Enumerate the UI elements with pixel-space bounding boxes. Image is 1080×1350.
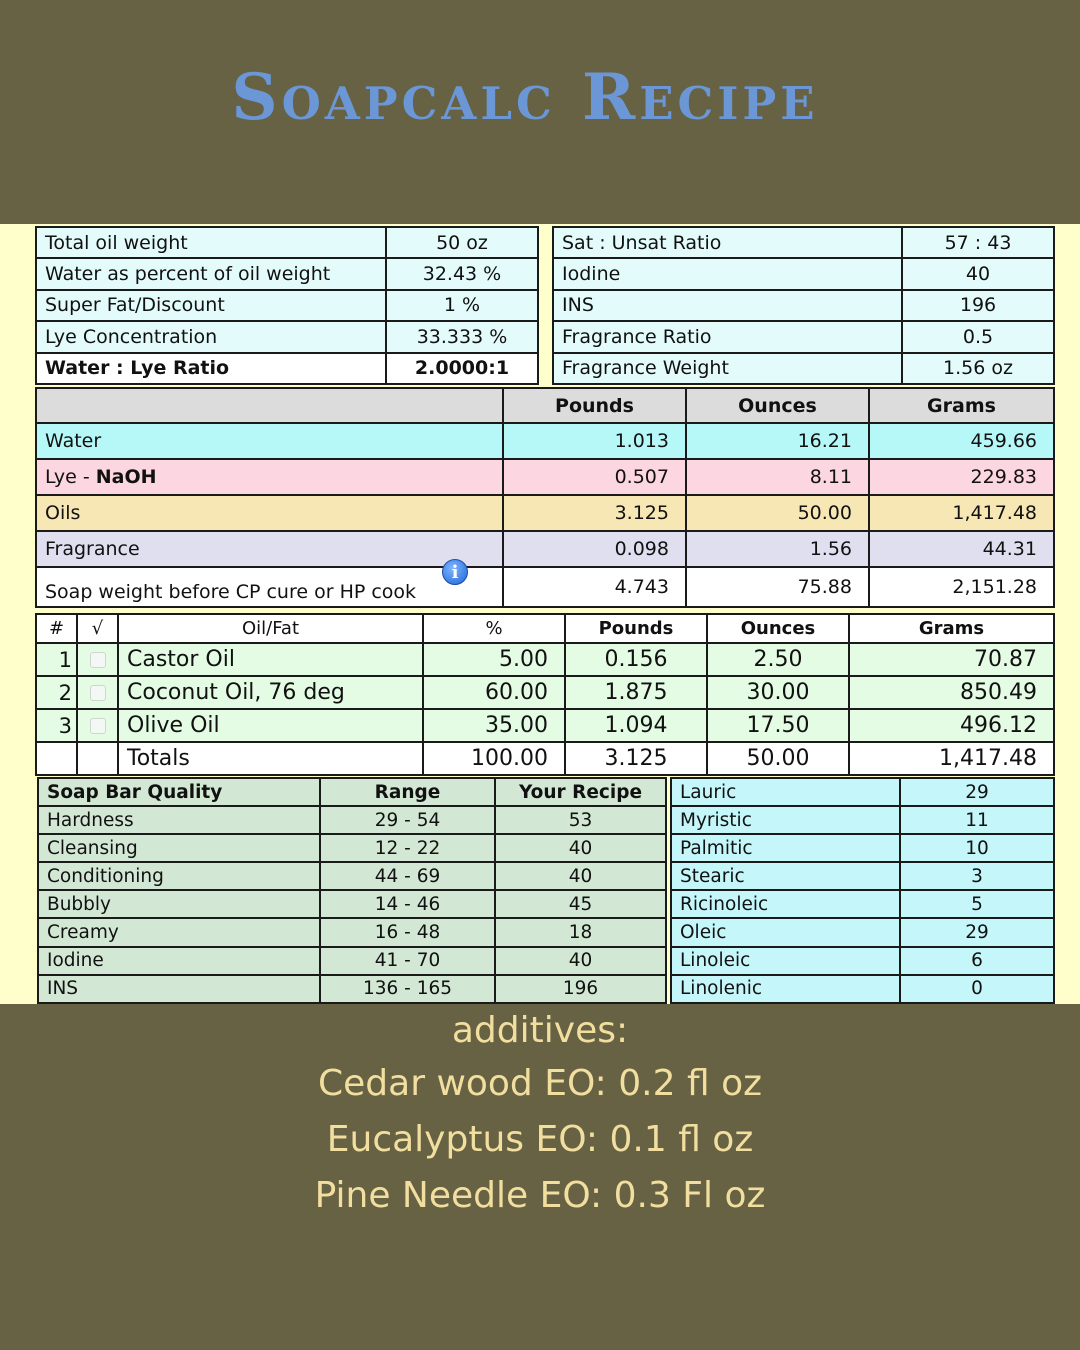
additive-item: Eucalyptus EO: 0.1 fl oz xyxy=(326,1119,754,1160)
batch-row-fragrance xyxy=(36,531,1054,567)
lye-label-prefix: Lye - xyxy=(45,466,96,488)
quality-name: Hardness xyxy=(38,806,320,834)
oil-name: Castor Oil xyxy=(118,643,423,676)
totals-pounds: 3.125 xyxy=(565,742,707,775)
oil-ounces: 30.00 xyxy=(707,676,849,709)
quality-header-range: Range xyxy=(320,778,495,806)
quality-header-name: Soap Bar Quality xyxy=(38,778,320,806)
oil-grams: 496.12 xyxy=(849,709,1054,742)
batch-pounds: 0.507 xyxy=(503,459,686,495)
oil-pounds: 1.875 xyxy=(565,676,707,709)
fatty-acid-name: Palmitic xyxy=(671,834,900,862)
batch-ounces: 1.56 xyxy=(686,531,869,567)
summary-value: 33.333 % xyxy=(386,321,538,352)
summary-label: Sat : Unsat Ratio xyxy=(553,227,902,258)
batch-pounds: 3.125 xyxy=(503,495,686,531)
totals-ounces: 50.00 xyxy=(707,742,849,775)
summary-value: 196 xyxy=(902,290,1054,321)
fatty-acids-table xyxy=(670,777,1055,1004)
batch-row-oils xyxy=(36,495,1054,531)
quality-row xyxy=(38,834,666,862)
summary-value: 1.56 oz xyxy=(902,353,1054,384)
quality-name: Cleansing xyxy=(38,834,320,862)
summary-row xyxy=(553,290,1054,321)
batch-pounds: 0.098 xyxy=(503,531,686,567)
quality-name: Creamy xyxy=(38,918,320,946)
batch-table xyxy=(35,387,1055,608)
fatty-acid-value: 29 xyxy=(900,918,1054,946)
summary-value: 0.5 xyxy=(902,321,1054,352)
totals-pct: 100.00 xyxy=(423,742,565,775)
summary-label: Fragrance Ratio xyxy=(553,321,902,352)
oils-header-ounces: Ounces xyxy=(707,614,849,643)
fatty-acid-value: 5 xyxy=(900,890,1054,918)
batch-label: Water xyxy=(36,423,503,459)
batch-grams: 459.66 xyxy=(869,423,1054,459)
batch-label xyxy=(36,459,503,495)
quality-range: 14 - 46 xyxy=(320,890,495,918)
quality-range: 136 - 165 xyxy=(320,975,495,1003)
oil-pounds: 0.156 xyxy=(565,643,707,676)
oil-num: 1 xyxy=(36,643,77,676)
oil-num: 2 xyxy=(36,676,77,709)
totals-grams: 1,417.48 xyxy=(849,742,1054,775)
summary-row xyxy=(553,258,1054,289)
summary-value: 2.0000:1 xyxy=(386,353,538,384)
quality-range: 29 - 54 xyxy=(320,806,495,834)
batch-header-blank xyxy=(36,388,503,423)
quality-recipe: 45 xyxy=(495,890,666,918)
quality-row xyxy=(38,890,666,918)
oils-header-pct: % xyxy=(423,614,565,643)
fatty-acid-row xyxy=(671,890,1054,918)
batch-ounces: 16.21 xyxy=(686,423,869,459)
batch-label xyxy=(36,562,503,607)
batch-grams: 1,417.48 xyxy=(869,495,1054,531)
quality-recipe: 196 xyxy=(495,975,666,1003)
oils-header-row xyxy=(36,614,1054,643)
summary-label: Total oil weight xyxy=(36,227,386,258)
summary-label: Super Fat/Discount xyxy=(36,290,386,321)
summary-row xyxy=(36,258,538,289)
summary-label: Lye Concentration xyxy=(36,321,386,352)
oil-grams: 850.49 xyxy=(849,676,1054,709)
batch-label: Fragrance xyxy=(36,531,503,567)
summary-value: 1 % xyxy=(386,290,538,321)
oils-table xyxy=(35,613,1055,776)
batch-row-lye xyxy=(36,459,1054,495)
quality-row xyxy=(38,947,666,975)
summary-label: Water as percent of oil weight xyxy=(36,258,386,289)
additives-section xyxy=(0,1004,1080,1224)
oil-name: Coconut Oil, 76 deg xyxy=(118,676,423,709)
fatty-acid-row xyxy=(671,778,1054,806)
batch-row-water xyxy=(36,423,1054,459)
summary-label: Fragrance Weight xyxy=(553,353,902,384)
summary-row xyxy=(36,353,538,384)
batch-row-soap-weight xyxy=(36,567,1054,607)
oil-row xyxy=(36,676,1054,709)
summary-row xyxy=(36,227,538,258)
fatty-acid-value: 11 xyxy=(900,806,1054,834)
oil-pounds: 1.094 xyxy=(565,709,707,742)
oils-header-name: Oil/Fat xyxy=(118,614,423,643)
oil-check-cell xyxy=(77,643,118,676)
quality-header-recipe: Your Recipe xyxy=(495,778,666,806)
summary-label: INS xyxy=(553,290,902,321)
summary-row xyxy=(36,290,538,321)
soap-weight-label: Soap weight before CP cure or HP cook xyxy=(45,581,417,603)
summary-row xyxy=(553,227,1054,258)
oils-header-check: √ xyxy=(77,614,118,643)
summary-row xyxy=(553,353,1054,384)
fatty-acid-row xyxy=(671,834,1054,862)
fatty-acid-value: 3 xyxy=(900,862,1054,890)
batch-header-pounds: Pounds xyxy=(503,388,686,423)
oil-pct: 35.00 xyxy=(423,709,565,742)
quality-name: Bubbly xyxy=(38,890,320,918)
fatty-acid-name: Stearic xyxy=(671,862,900,890)
fatty-acid-value: 29 xyxy=(900,778,1054,806)
oils-totals-row xyxy=(36,742,1054,775)
quality-row xyxy=(38,806,666,834)
batch-grams: 44.31 xyxy=(869,531,1054,567)
quality-range: 12 - 22 xyxy=(320,834,495,862)
oil-checkbox[interactable] xyxy=(90,652,106,668)
quality-recipe: 40 xyxy=(495,947,666,975)
batch-header-ounces: Ounces xyxy=(686,388,869,423)
quality-row xyxy=(38,862,666,890)
fatty-acid-name: Linoleic xyxy=(671,947,900,975)
totals-blank xyxy=(36,742,77,775)
oils-header-num: # xyxy=(36,614,77,643)
quality-recipe: 40 xyxy=(495,834,666,862)
fatty-acid-value: 10 xyxy=(900,834,1054,862)
quality-row xyxy=(38,918,666,946)
oil-num: 3 xyxy=(36,709,77,742)
oil-check-cell xyxy=(77,676,118,709)
fatty-acid-name: Ricinoleic xyxy=(671,890,900,918)
batch-ounces: 75.88 xyxy=(686,567,869,607)
summary-value: 57 : 43 xyxy=(902,227,1054,258)
summary-label: Water : Lye Ratio xyxy=(36,353,386,384)
batch-grams: 229.83 xyxy=(869,459,1054,495)
soapcalc-panel xyxy=(0,224,1080,1004)
oil-ounces: 17.50 xyxy=(707,709,849,742)
fatty-acid-name: Myristic xyxy=(671,806,900,834)
summary-row xyxy=(36,321,538,352)
additive-item: Pine Needle EO: 0.3 Fl oz xyxy=(314,1175,766,1216)
quality-row xyxy=(38,975,666,1003)
quality-name: INS xyxy=(38,975,320,1003)
oil-row xyxy=(36,709,1054,742)
batch-ounces: 50.00 xyxy=(686,495,869,531)
fatty-acid-row xyxy=(671,806,1054,834)
summary-label: Iodine xyxy=(553,258,902,289)
oil-check-cell xyxy=(77,709,118,742)
summary-right-table xyxy=(552,226,1055,385)
fatty-acid-row xyxy=(671,862,1054,890)
fatty-acid-row xyxy=(671,918,1054,946)
quality-recipe: 53 xyxy=(495,806,666,834)
summary-row xyxy=(553,321,1054,352)
batch-header-row xyxy=(36,388,1054,423)
oil-ounces: 2.50 xyxy=(707,643,849,676)
lye-label-naoh: NaOH xyxy=(95,466,157,488)
soap-quality-table xyxy=(37,777,667,1004)
fatty-acid-value: 0 xyxy=(900,975,1054,1003)
oil-grams: 70.87 xyxy=(849,643,1054,676)
quality-range: 41 - 70 xyxy=(320,947,495,975)
summary-left-table xyxy=(35,226,539,385)
additive-item: Cedar wood EO: 0.2 fl oz xyxy=(318,1063,762,1104)
oil-pct: 5.00 xyxy=(423,643,565,676)
oils-header-pounds: Pounds xyxy=(565,614,707,643)
fatty-acid-value: 6 xyxy=(900,947,1054,975)
oil-pct: 60.00 xyxy=(423,676,565,709)
quality-range: 44 - 69 xyxy=(320,862,495,890)
quality-range: 16 - 48 xyxy=(320,918,495,946)
quality-header-row xyxy=(38,778,666,806)
quality-name: Conditioning xyxy=(38,862,320,890)
page-title: Soapcalc Recipe xyxy=(231,60,819,135)
oil-name: Olive Oil xyxy=(118,709,423,742)
totals-label: Totals xyxy=(118,742,423,775)
fatty-acid-name: Lauric xyxy=(671,778,900,806)
fatty-acid-name: Oleic xyxy=(671,918,900,946)
fatty-acid-row xyxy=(671,947,1054,975)
quality-recipe: 40 xyxy=(495,862,666,890)
quality-recipe: 18 xyxy=(495,918,666,946)
fatty-acid-name: Linolenic xyxy=(671,975,900,1003)
summary-value: 32.43 % xyxy=(386,258,538,289)
additives-heading: additives: xyxy=(451,1010,629,1051)
oil-row xyxy=(36,643,1054,676)
quality-name: Iodine xyxy=(38,947,320,975)
batch-pounds: 1.013 xyxy=(503,423,686,459)
fatty-acid-row xyxy=(671,975,1054,1003)
summary-value: 40 xyxy=(902,258,1054,289)
oils-header-grams: Grams xyxy=(849,614,1054,643)
batch-pounds: 4.743 xyxy=(503,567,686,607)
info-icon[interactable]: i xyxy=(442,567,468,585)
batch-label: Oils xyxy=(36,495,503,531)
batch-header-grams: Grams xyxy=(869,388,1054,423)
batch-ounces: 8.11 xyxy=(686,459,869,495)
totals-blank xyxy=(77,742,118,775)
oil-checkbox[interactable] xyxy=(90,718,106,734)
oil-checkbox[interactable] xyxy=(90,685,106,701)
summary-value: 50 oz xyxy=(386,227,538,258)
batch-grams: 2,151.28 xyxy=(869,567,1054,607)
